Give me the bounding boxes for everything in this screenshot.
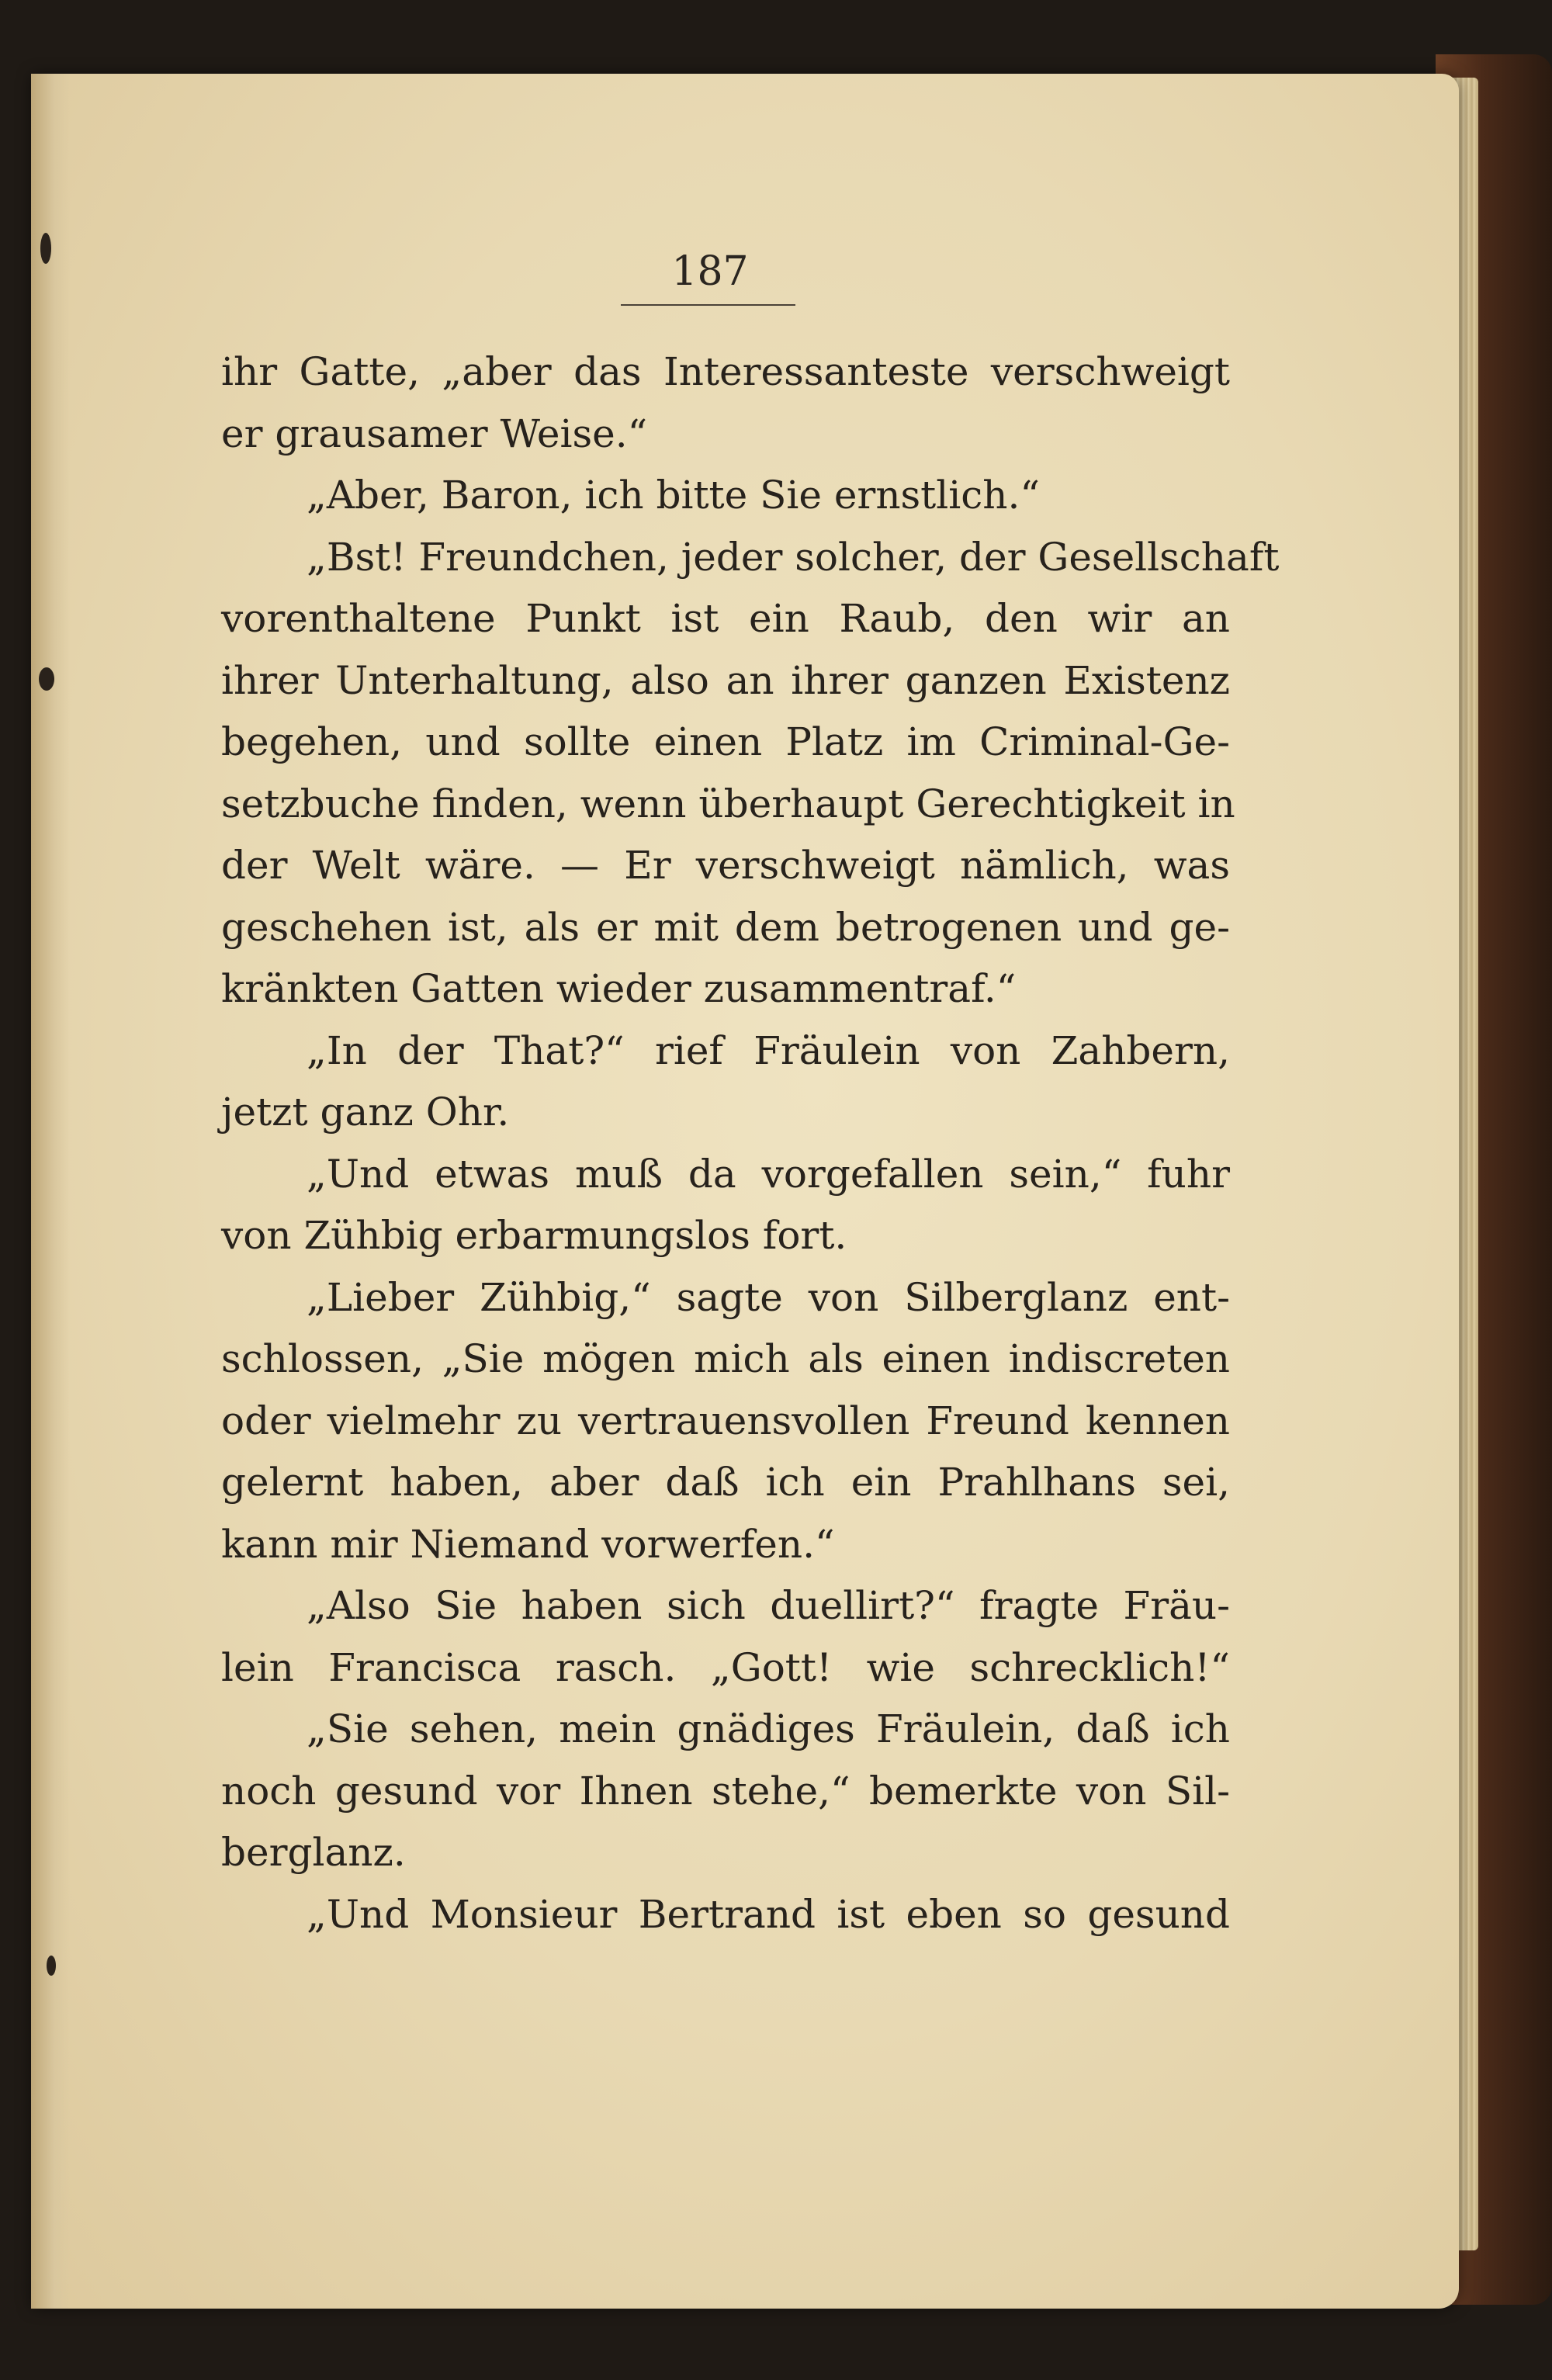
text-line: „Aber, Baron, ich bitte Sie ernstlich.“ [307, 473, 1040, 518]
page-number: 187 [671, 248, 749, 295]
header-rule [621, 304, 795, 306]
text-line: ihrer Unterhaltung, also an ihrer ganzen Existenz [221, 657, 1230, 703]
text-line: „Sie sehen, mein gnädiges Fräulein, daß ich [307, 1706, 1230, 1751]
text-line: noch gesund vor Ihnen stehe,“ bemerkte von Sil- [221, 1768, 1230, 1814]
stain-mark [47, 1956, 56, 1976]
text-line: „Lieber Zühbig,“ sagte von Silberglanz ent- [307, 1274, 1230, 1320]
text-line: jetzt ganz Ohr. [221, 1090, 510, 1135]
stain-mark [39, 667, 54, 691]
text-line: „In der That?“ rief Fräulein von Zahbern, [307, 1027, 1230, 1073]
text-line: „Also Sie haben sich duellirt?“ fragte Fräu- [307, 1583, 1230, 1628]
text-line: kränkten Gatten wieder zusammentraf.“ [221, 966, 1017, 1011]
text-line: oder vielmehr zu vertrauensvollen Freund kennen [221, 1398, 1230, 1443]
text-line: berglanz. [221, 1830, 406, 1875]
text-line: „Und etwas muß da vorgefallen sein,“ fuhr [307, 1151, 1230, 1197]
text-line: geschehen ist, als er mit dem betrogenen und ge- [221, 904, 1230, 950]
text-line: „Und Monsieur Bertrand ist eben so gesund [307, 1891, 1230, 1937]
text-line: vorenthaltene Punkt ist ein Raub, den wir an [221, 596, 1230, 641]
text-line: begehen, und sollte einen Platz im Criminal-Ge- [221, 719, 1230, 764]
text-line: „Bst! Freundchen, jeder solcher, der Gesellschaft [307, 534, 1280, 580]
text-line: gelernt haben, aber daß ich ein Prahlhans sei, [221, 1460, 1230, 1505]
text-line: er grausamer Weise.“ [221, 411, 648, 456]
text-line: von Zühbig erbarmungslos fort. [221, 1213, 847, 1258]
text-line: ihr Gatte, „aber das Interessanteste verschweigt [221, 349, 1230, 394]
text-line: lein Francisca rasch. „Gott! wie schrecklich!“ [221, 1644, 1230, 1690]
body-text [221, 341, 1280, 1945]
stain-mark [40, 233, 51, 264]
text-line: setzbuche finden, wenn überhaupt Gerechtigkeit in [221, 781, 1235, 826]
text-line: der Welt wäre. — Er verschweigt nämlich, was [221, 843, 1230, 888]
text-line: schlossen, „Sie mögen mich als einen indiscreten [221, 1336, 1230, 1381]
text-line: kann mir Niemand vorwerfen.“ [221, 1521, 835, 1567]
